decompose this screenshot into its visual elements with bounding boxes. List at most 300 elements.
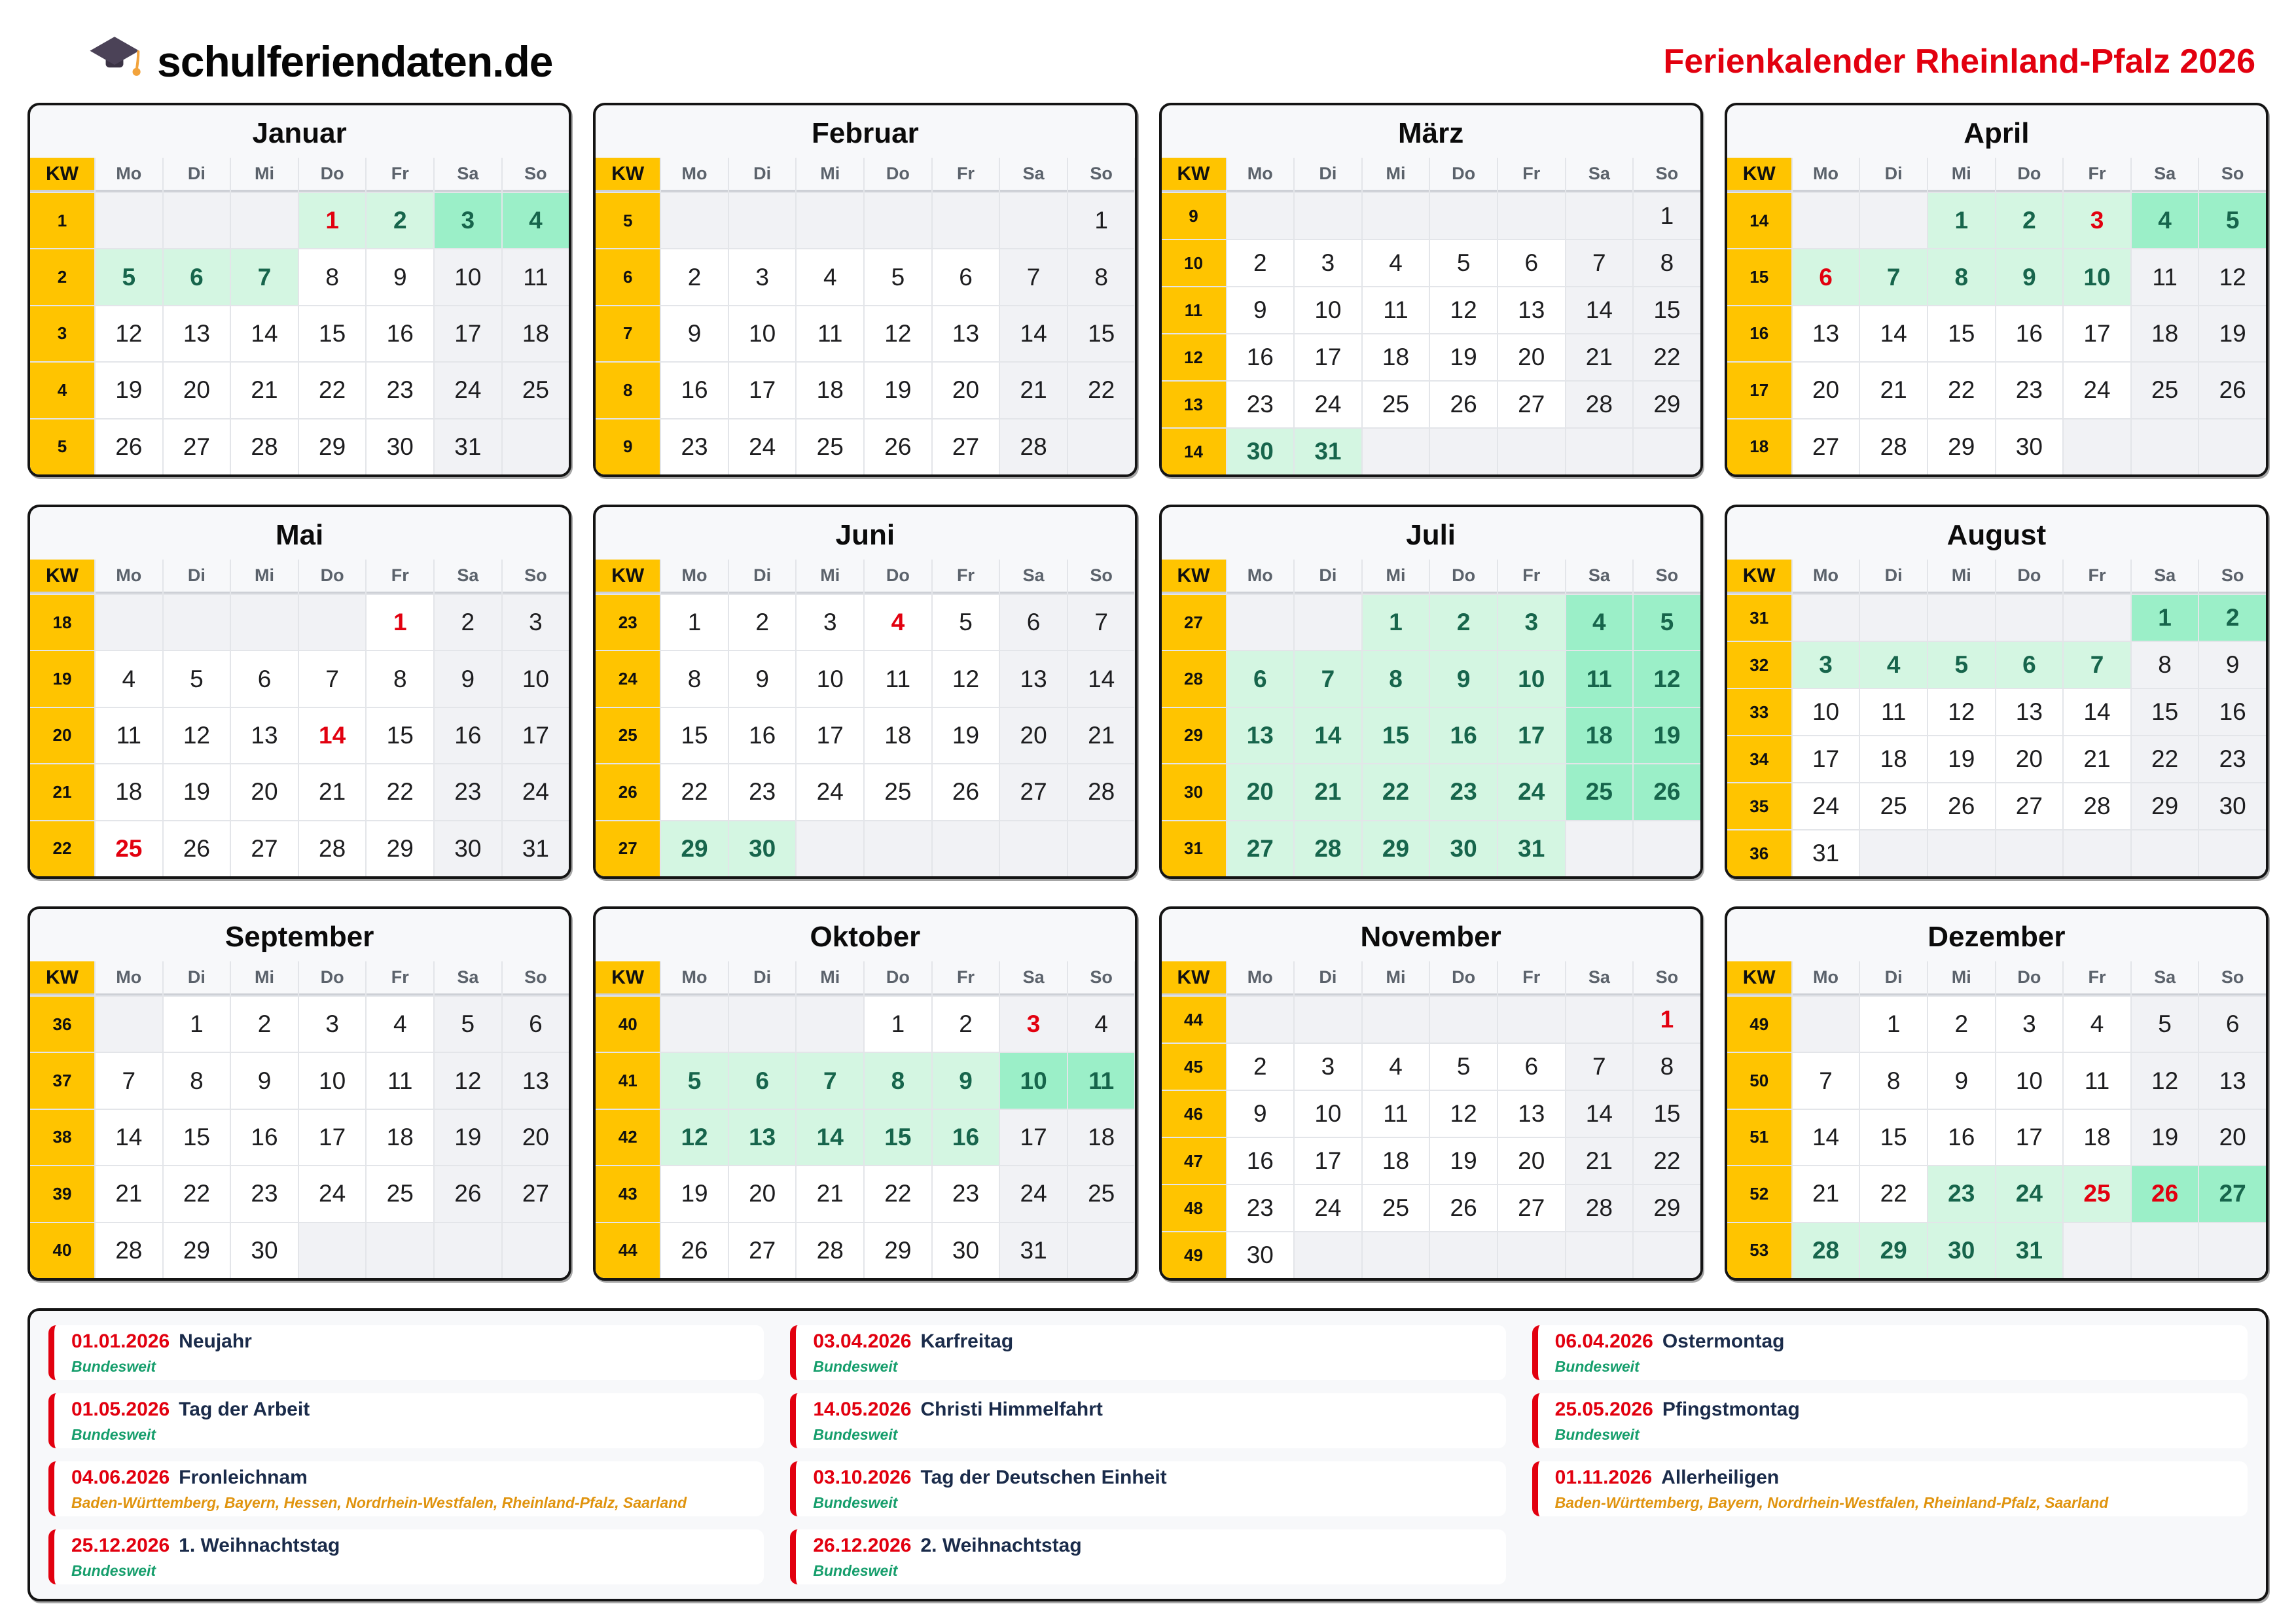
day-cell: 19 (2199, 306, 2266, 361)
weekday-header-do: Do (1430, 158, 1497, 192)
day-cell: 14 (2064, 689, 2130, 735)
day-cell: 15 (661, 708, 728, 763)
weekday-header-fr: Fr (2064, 961, 2130, 995)
day-cell-empty (1860, 193, 1927, 248)
month-table (1162, 560, 1700, 876)
kw-number: 27 (1162, 595, 1226, 650)
weekday-header-di: Di (1295, 961, 1361, 995)
day-cell: 26 (1430, 382, 1497, 427)
day-cell-empty (1566, 997, 1633, 1043)
day-cell: 30 (933, 1223, 999, 1278)
day-cell: 11 (1566, 651, 1633, 706)
day-cell: 11 (797, 306, 863, 361)
day-cell: 28 (1295, 821, 1361, 876)
holiday-regions: Bundesweit (71, 1562, 156, 1579)
weekday-header-sa: Sa (1000, 961, 1067, 995)
day-cell: 3 (729, 249, 796, 304)
holiday-card-line (71, 1467, 747, 1489)
weekday-header-mo: Mo (1793, 560, 1859, 594)
day-cell-empty (231, 595, 298, 650)
graduation-cap-icon (86, 31, 143, 91)
day-cell-empty (1634, 429, 1700, 474)
site-logo (86, 31, 553, 91)
kw-column-header: KW (30, 158, 94, 192)
month-table (1727, 158, 2266, 474)
day-cell: 1 (1860, 997, 1927, 1052)
day-cell-empty (729, 997, 796, 1052)
month-title: August (1946, 519, 2047, 551)
day-cell: 16 (729, 708, 796, 763)
kw-number: 5 (30, 419, 94, 474)
day-cell: 25 (1068, 1166, 1135, 1221)
month-title: Juni (835, 519, 895, 551)
kw-number: 17 (1727, 363, 1791, 418)
holiday-card-fronleichnam (48, 1461, 764, 1516)
day-cell: 9 (933, 1053, 999, 1108)
day-cell: 19 (1430, 334, 1497, 380)
day-cell: 10 (1498, 651, 1565, 706)
day-cell: 16 (1996, 306, 2063, 361)
kw-number: 19 (30, 651, 94, 706)
day-cell-empty (797, 997, 863, 1052)
day-cell: 6 (1498, 1044, 1565, 1090)
weekday-header-so: So (2199, 961, 2266, 995)
day-cell: 16 (1227, 334, 1294, 380)
day-cell: 14 (96, 1110, 162, 1165)
weekday-header-sa: Sa (435, 560, 501, 594)
weekday-header-so: So (1068, 961, 1135, 995)
day-cell: 11 (1860, 689, 1927, 735)
day-cell: 20 (1996, 736, 2063, 782)
day-cell-empty (2064, 1223, 2130, 1278)
holiday-name: Ostermontag (1662, 1330, 1785, 1352)
holiday-date: 26.12.2026 (813, 1535, 912, 1556)
day-cell: 17 (1295, 1138, 1361, 1184)
kw-number: 10 (1162, 240, 1226, 286)
day-cell: 9 (231, 1053, 298, 1108)
day-cell-empty (661, 193, 728, 248)
day-cell: 23 (367, 363, 433, 418)
day-cell: 18 (1363, 1138, 1429, 1184)
month-title: Januar (252, 117, 347, 149)
day-cell: 10 (729, 306, 796, 361)
month-table (1162, 158, 1700, 474)
day-cell: 27 (503, 1166, 569, 1221)
weekday-header-mo: Mo (96, 158, 162, 192)
day-cell: 21 (1068, 708, 1135, 763)
weekday-header-so: So (503, 158, 569, 192)
day-cell: 22 (865, 1166, 931, 1221)
day-cell: 2 (933, 997, 999, 1052)
day-cell: 21 (299, 764, 366, 819)
weekday-header-so: So (2199, 158, 2266, 192)
kw-number: 3 (30, 306, 94, 361)
day-cell: 8 (1928, 249, 1995, 304)
weekday-header-sa: Sa (435, 158, 501, 192)
kw-number: 36 (30, 997, 94, 1052)
weekday-header-do: Do (299, 560, 366, 594)
day-cell: 24 (1295, 1185, 1361, 1231)
weekday-header-mo: Mo (1793, 961, 1859, 995)
day-cell: 7 (1793, 1053, 1859, 1108)
site-logo-text: schulferiendaten.de (157, 37, 553, 86)
weekday-header-sa: Sa (1000, 560, 1067, 594)
day-cell: 23 (661, 419, 728, 474)
day-cell-empty (1295, 595, 1361, 650)
weekday-header-di: Di (1860, 961, 1927, 995)
kw-number: 32 (1727, 642, 1791, 688)
day-cell: 20 (1000, 708, 1067, 763)
month-table (1727, 961, 2266, 1278)
day-cell: 25 (865, 764, 931, 819)
day-cell-empty (1928, 595, 1995, 641)
day-cell: 22 (1363, 764, 1429, 819)
day-cell: 8 (367, 651, 433, 706)
weekday-header-di: Di (729, 961, 796, 995)
day-cell: 14 (231, 306, 298, 361)
day-cell: 29 (865, 1223, 931, 1278)
day-cell: 18 (865, 708, 931, 763)
holiday-name: Allerheiligen (1661, 1467, 1780, 1488)
weekday-header-do: Do (1430, 961, 1497, 995)
day-cell: 17 (1498, 708, 1565, 763)
day-cell: 6 (2199, 997, 2266, 1052)
day-cell: 5 (661, 1053, 728, 1108)
day-cell: 26 (1430, 1185, 1497, 1231)
holiday-card-christi-himmelfahrt (790, 1393, 1505, 1448)
day-cell-empty (1295, 193, 1361, 239)
weekday-header-so: So (1068, 560, 1135, 594)
day-cell-empty (1068, 821, 1135, 876)
weekday-header-sa: Sa (2132, 961, 2198, 995)
day-cell: 13 (729, 1110, 796, 1165)
day-cell: 23 (1430, 764, 1497, 819)
weekday-header-mi: Mi (1363, 560, 1429, 594)
day-cell: 28 (231, 419, 298, 474)
day-cell: 16 (1227, 1138, 1294, 1184)
day-cell: 3 (1498, 595, 1565, 650)
kw-column-header: KW (30, 560, 94, 594)
day-cell: 12 (1430, 1091, 1497, 1137)
kw-column-header: KW (1162, 158, 1226, 192)
kw-number: 12 (1162, 334, 1226, 380)
weekday-header-do: Do (865, 961, 931, 995)
day-cell: 4 (503, 193, 569, 248)
day-cell: 8 (1634, 1044, 1700, 1090)
day-cell: 5 (2199, 193, 2266, 248)
day-cell: 12 (2199, 249, 2266, 304)
day-cell: 26 (661, 1223, 728, 1278)
month-title: Juli (1406, 519, 1456, 551)
day-cell: 13 (164, 306, 230, 361)
day-cell: 5 (2132, 997, 2198, 1052)
day-cell: 28 (2064, 783, 2130, 829)
day-cell: 21 (1566, 1138, 1633, 1184)
day-cell: 27 (2199, 1166, 2266, 1221)
day-cell: 13 (1996, 689, 2063, 735)
holiday-date: 03.04.2026 (813, 1330, 912, 1352)
day-cell-empty (1996, 830, 2063, 876)
day-cell: 3 (797, 595, 863, 650)
day-cell: 18 (1566, 708, 1633, 763)
day-cell: 29 (661, 821, 728, 876)
kw-number: 44 (596, 1223, 660, 1278)
day-cell: 12 (661, 1110, 728, 1165)
month-title: März (1398, 117, 1464, 149)
month-calendar-dezember (1725, 906, 2269, 1281)
kw-number: 18 (1727, 419, 1791, 474)
month-table (30, 158, 569, 474)
day-cell-empty (1000, 193, 1067, 248)
day-cell: 3 (1000, 997, 1067, 1052)
day-cell: 13 (1498, 1091, 1565, 1137)
kw-number: 25 (596, 708, 660, 763)
day-cell: 8 (1363, 651, 1429, 706)
month-calendar-marz (1159, 103, 1703, 477)
weekday-header-do: Do (1996, 961, 2063, 995)
day-cell: 27 (729, 1223, 796, 1278)
holiday-regions: Bundesweit (1554, 1426, 1640, 1443)
day-cell: 29 (1928, 419, 1995, 474)
day-cell: 24 (503, 764, 569, 819)
kw-number: 34 (1727, 736, 1791, 782)
holiday-name: Tag der Arbeit (179, 1399, 310, 1420)
holiday-name: 2. Weihnachtstag (920, 1535, 1082, 1556)
weekday-header-mo: Mo (661, 158, 728, 192)
day-cell: 10 (797, 651, 863, 706)
day-cell: 15 (1363, 708, 1429, 763)
holiday-name: 1. Weihnachtstag (179, 1535, 340, 1556)
day-cell: 19 (96, 363, 162, 418)
weekday-header-so: So (1068, 158, 1135, 192)
holiday-card-line (813, 1399, 1488, 1421)
holiday-regions: Baden-Württemberg, Bayern, Nordrhein-Westfalen, Rheinland-Pfalz, Saarland (1554, 1494, 2109, 1511)
day-cell-empty (1000, 821, 1067, 876)
day-cell: 26 (2199, 363, 2266, 418)
day-cell: 29 (367, 821, 433, 876)
day-cell: 4 (1363, 240, 1429, 286)
day-cell: 11 (2132, 249, 2198, 304)
day-cell: 30 (1430, 821, 1497, 876)
weekday-header-mi: Mi (231, 961, 298, 995)
kw-number: 37 (30, 1053, 94, 1108)
weekday-header-mi: Mi (797, 961, 863, 995)
kw-number: 11 (1162, 287, 1226, 333)
day-cell: 20 (1793, 363, 1859, 418)
day-cell: 28 (1000, 419, 1067, 474)
day-cell: 15 (1634, 1091, 1700, 1137)
kw-number: 5 (596, 193, 660, 248)
month-calendar-februar (593, 103, 1137, 477)
weekday-header-mi: Mi (1363, 158, 1429, 192)
kw-number: 2 (30, 249, 94, 304)
holiday-date: 25.05.2026 (1554, 1399, 1653, 1420)
day-cell: 17 (1000, 1110, 1067, 1165)
day-cell-empty (231, 193, 298, 248)
weekday-header-fr: Fr (1498, 961, 1565, 995)
weekday-header-mi: Mi (231, 158, 298, 192)
kw-number: 38 (30, 1110, 94, 1165)
holiday-card-line (813, 1535, 1488, 1557)
day-cell: 14 (1566, 287, 1633, 333)
day-cell: 21 (1793, 1166, 1859, 1221)
day-cell: 8 (661, 651, 728, 706)
day-cell: 4 (2132, 193, 2198, 248)
day-cell: 10 (299, 1053, 366, 1108)
day-cell: 22 (661, 764, 728, 819)
day-cell: 14 (1566, 1091, 1633, 1137)
day-cell: 6 (1793, 249, 1859, 304)
day-cell-empty (1498, 997, 1565, 1043)
day-cell: 5 (435, 997, 501, 1052)
day-cell: 25 (367, 1166, 433, 1221)
day-cell: 17 (729, 363, 796, 418)
day-cell: 7 (1566, 240, 1633, 286)
day-cell-empty (1996, 595, 2063, 641)
day-cell: 30 (435, 821, 501, 876)
month-table (1727, 560, 2266, 876)
day-cell: 7 (1566, 1044, 1633, 1090)
weekday-header-fr: Fr (1498, 158, 1565, 192)
day-cell: 3 (1996, 997, 2063, 1052)
kw-number: 46 (1162, 1091, 1226, 1137)
day-cell: 5 (865, 249, 931, 304)
day-cell: 2 (1996, 193, 2063, 248)
holiday-legend (27, 1308, 2269, 1601)
weekday-header-so: So (503, 961, 569, 995)
day-cell: 29 (299, 419, 366, 474)
day-cell: 11 (865, 651, 931, 706)
day-cell: 24 (729, 419, 796, 474)
day-cell: 24 (299, 1166, 366, 1221)
day-cell: 2 (661, 249, 728, 304)
day-cell: 9 (367, 249, 433, 304)
day-cell: 2 (1430, 595, 1497, 650)
holiday-name: Fronleichnam (179, 1467, 308, 1488)
weekday-header-do: Do (865, 560, 931, 594)
day-cell: 13 (1227, 708, 1294, 763)
day-cell: 11 (367, 1053, 433, 1108)
day-cell: 3 (1793, 642, 1859, 688)
day-cell: 5 (1430, 1044, 1497, 1090)
day-cell: 13 (2199, 1053, 2266, 1108)
day-cell: 5 (1928, 642, 1995, 688)
weekday-header-sa: Sa (2132, 158, 2198, 192)
day-cell: 15 (865, 1110, 931, 1165)
day-cell: 23 (1928, 1166, 1995, 1221)
day-cell: 15 (1634, 287, 1700, 333)
weekday-header-do: Do (1996, 158, 2063, 192)
day-cell: 16 (661, 363, 728, 418)
day-cell: 22 (1634, 1138, 1700, 1184)
day-cell: 16 (933, 1110, 999, 1165)
day-cell-empty (1793, 193, 1859, 248)
weekday-header-mi: Mi (797, 560, 863, 594)
day-cell: 24 (1793, 783, 1859, 829)
day-cell: 6 (729, 1053, 796, 1108)
day-cell: 20 (2199, 1110, 2266, 1165)
day-cell: 10 (1793, 689, 1859, 735)
day-cell-empty (1363, 1232, 1429, 1278)
day-cell: 7 (299, 651, 366, 706)
day-cell: 13 (1000, 651, 1067, 706)
day-cell: 25 (2064, 1166, 2130, 1221)
weekday-header-so: So (503, 560, 569, 594)
kw-column-header: KW (1727, 961, 1791, 995)
day-cell: 21 (2064, 736, 2130, 782)
kw-number: 7 (596, 306, 660, 361)
weekday-header-so: So (2199, 560, 2266, 594)
holiday-card-line (71, 1399, 747, 1421)
day-cell: 20 (933, 363, 999, 418)
kw-column-header: KW (1162, 961, 1226, 995)
day-cell-empty (1227, 997, 1294, 1043)
day-cell: 16 (435, 708, 501, 763)
day-cell: 14 (797, 1110, 863, 1165)
month-title: Dezember (1928, 921, 2066, 953)
day-cell: 8 (2132, 642, 2198, 688)
day-cell: 24 (1295, 382, 1361, 427)
kw-number: 24 (596, 651, 660, 706)
day-cell: 5 (1430, 240, 1497, 286)
day-cell: 14 (299, 708, 366, 763)
day-cell: 25 (1363, 1185, 1429, 1231)
day-cell: 7 (1295, 651, 1361, 706)
day-cell: 4 (1363, 1044, 1429, 1090)
weekday-header-fr: Fr (2064, 158, 2130, 192)
day-cell: 24 (435, 363, 501, 418)
kw-number: 53 (1727, 1223, 1791, 1278)
month-calendar-januar (27, 103, 571, 477)
day-cell: 29 (164, 1223, 230, 1278)
day-cell: 8 (1634, 240, 1700, 286)
holiday-name: Neujahr (179, 1330, 252, 1352)
day-cell-empty (2199, 419, 2266, 474)
day-cell: 7 (1860, 249, 1927, 304)
day-cell: 19 (1928, 736, 1995, 782)
day-cell: 14 (1295, 708, 1361, 763)
kw-number: 21 (30, 764, 94, 819)
day-cell-empty (1227, 595, 1294, 650)
day-cell-empty (1860, 595, 1927, 641)
kw-number: 6 (596, 249, 660, 304)
holiday-regions: Bundesweit (813, 1562, 898, 1579)
weekday-header-fr: Fr (933, 158, 999, 192)
day-cell: 9 (1996, 249, 2063, 304)
day-cell-empty (96, 997, 162, 1052)
day-cell: 5 (164, 651, 230, 706)
day-cell: 30 (1227, 1232, 1294, 1278)
day-cell-empty (661, 997, 728, 1052)
weekday-header-mo: Mo (96, 560, 162, 594)
day-cell: 5 (96, 249, 162, 304)
day-cell: 27 (231, 821, 298, 876)
page-header (0, 0, 2296, 103)
day-cell: 15 (299, 306, 366, 361)
day-cell: 29 (1860, 1223, 1927, 1278)
day-cell: 29 (1634, 382, 1700, 427)
day-cell: 19 (164, 764, 230, 819)
day-cell: 18 (367, 1110, 433, 1165)
weekday-header-di: Di (729, 560, 796, 594)
month-table (596, 961, 1134, 1278)
holiday-name: Pfingstmontag (1662, 1399, 1800, 1420)
kw-number: 48 (1162, 1185, 1226, 1231)
month-table (1162, 961, 1700, 1278)
kw-column-header: KW (596, 158, 660, 192)
weekday-header-fr: Fr (2064, 560, 2130, 594)
kw-number: 47 (1162, 1138, 1226, 1184)
